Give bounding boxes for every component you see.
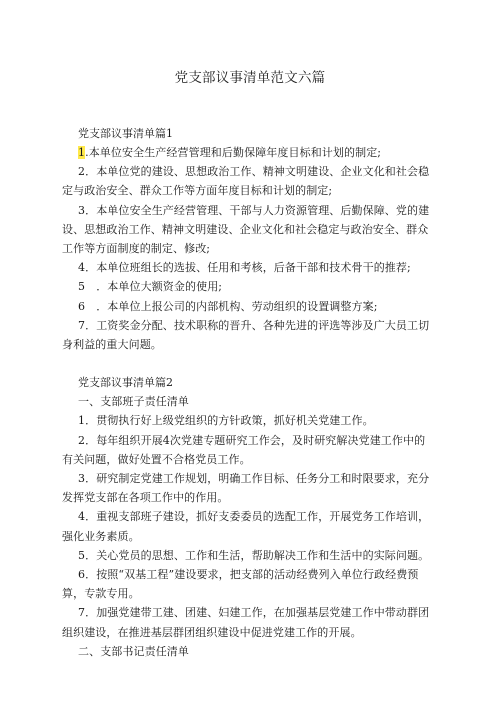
paragraph-item: 7．加强党建带工建、团建、妇建工作，在加强基层党建工作中带动群团组织建设，在推进基层群团组织建设中促进党建工作的开展。 xyxy=(62,606,430,639)
paragraph-item: 2．每年组织开展4次党建专题研究工作会，及时研究解决党建工作中的有关问题，做好处置不合格党员工作。 xyxy=(62,433,426,466)
paragraph-item: 5 ．本单位大额资金的使用; xyxy=(78,280,223,294)
highlight-marker: 1 xyxy=(78,146,86,159)
paragraph-item: 4．本单位班组长的选拔、任用和考核，后备干部和技术骨干的推荐; xyxy=(78,261,411,275)
paragraph-item: 4．重视支部班子建设，抓好支委委员的选配工作，开展党务工作培训，强化业务素质。 xyxy=(62,510,430,543)
subheading-secretary-list: 二、支部书记责任清单 xyxy=(78,644,189,658)
spacer xyxy=(62,354,432,373)
paragraph-item: 6．按照“双基工程”建设要求，把支部的活动经费列入单位行政经费预算，专款专用。 xyxy=(62,568,419,601)
paragraph-item: 1．贯彻执行好上级党组织的方针政策，抓好机关党建工作。 xyxy=(78,414,374,428)
item-text-1-1: .本单位安全生产经营管理和后勤保障年度目标和计划的制定; xyxy=(85,146,382,159)
paragraph-item: 5．关心党员的思想、工作和生活，帮助解决工作和生活中的实际问题。 xyxy=(78,548,430,562)
paragraph-item: 3．研究制定党建工作规划，明确工作目标、任务分工和时限要求，充分发挥党支部在各项工作中的作用。 xyxy=(62,472,430,505)
paragraph-item xyxy=(62,143,432,162)
paragraph-item: 6 ．本单位上报公司的内部机构、劳动组织的设置调整方案; xyxy=(78,299,378,313)
section-heading-1: 党支部议事清单篇1 xyxy=(78,127,173,140)
paragraph-item: 7．工资奖金分配、技术职称的晋升、各种先进的评选等涉及广大员工切身利益的重大问题。 xyxy=(62,318,430,352)
section-heading-2: 党支部议事清单篇2 xyxy=(78,376,173,390)
paragraph-item: 2．本单位党的建设、思想政治工作、精神文明建设、企业文化和社会稳定与政治安全、群众工作等方面年度目标和计划的制定; xyxy=(62,165,430,198)
paragraph-item: 3．本单位安全生产经营管理、干部与人力资源管理、后勤保障、党的建设、思想政治工作、精神文明建设、企业文化和社会稳定与政治安全、群众工作等方面制度的制定、修改; xyxy=(62,203,430,256)
document-body xyxy=(62,124,432,661)
document-title: 党支部议事清单范文六篇 xyxy=(174,70,326,86)
subheading-responsibility-list: 一、支部班子责任清单 xyxy=(78,395,189,409)
